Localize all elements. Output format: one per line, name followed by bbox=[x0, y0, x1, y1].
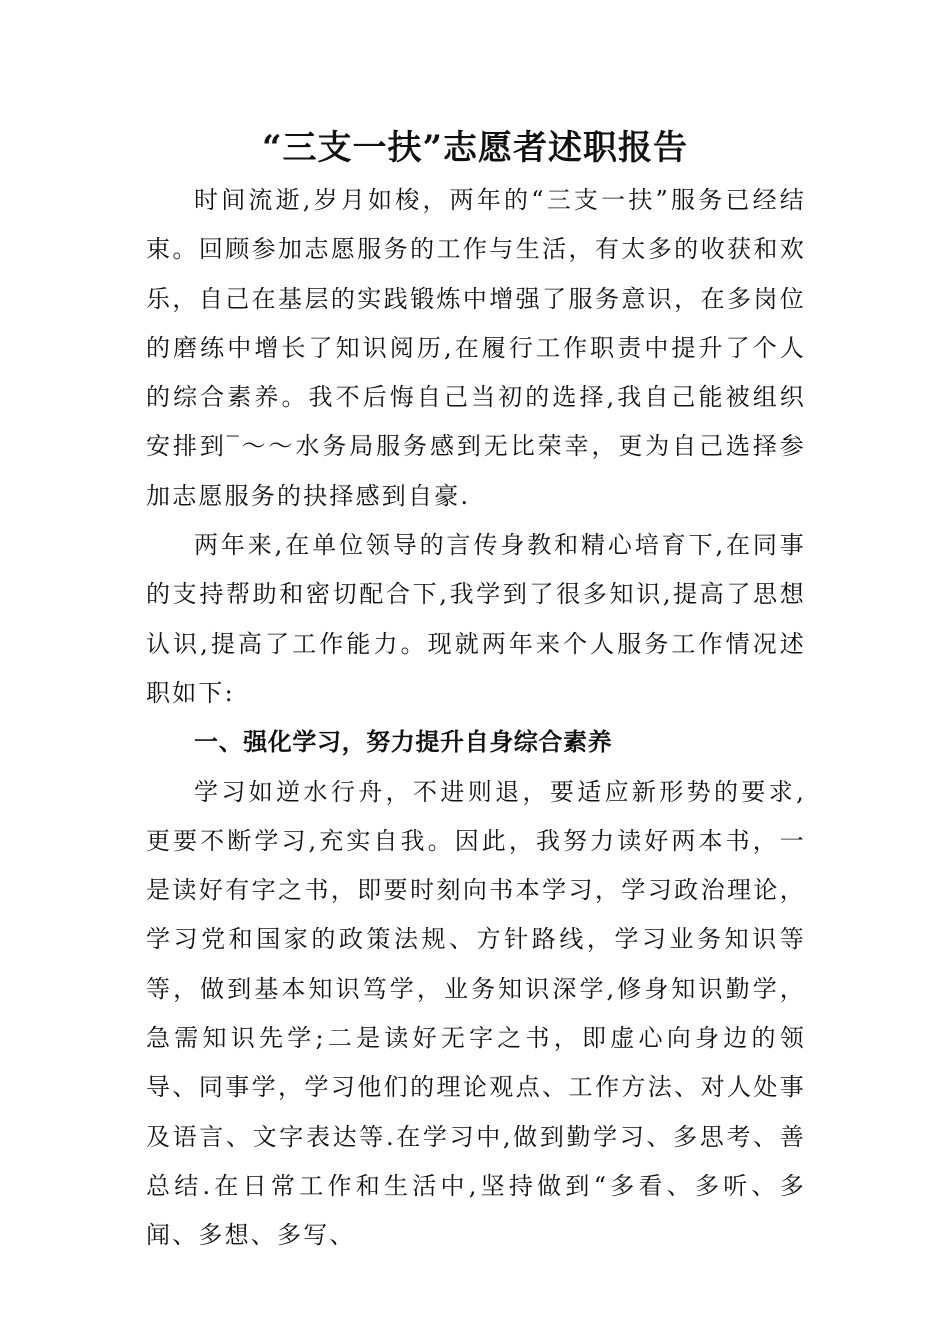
document-title: “三支一扶”志愿者述职报告 bbox=[261, 128, 689, 168]
overview-paragraph: 两年来,在单位领导的言传身教和精心培育下,在同事的支持帮助和密切配合下,我学到了很多知识,提高了思想认识,提高了工作能力。现就两年来个人服务工作情况述职如下: bbox=[146, 531, 806, 707]
intro-paragraph: 时间流逝,岁月如梭，两年的“三支一扶”服务已经结束。回顾参加志愿服务的工作与生活，有太多的收获和欢乐，自己在基层的实践锻炼中增强了服务意识，在多岗位的磨练中增长了知识阅历,在履行工作职责中提升了个人的综合素养。我不后悔自己当初的选择,我自己能被组织安排到‾～～水务局服务感到无比荣幸，更为自己选择参加志愿服务的抉择感到自豪. bbox=[146, 186, 806, 510]
section-heading: 一、强化学习，努力提升自身综合素养 bbox=[194, 728, 613, 757]
document-body bbox=[146, 176, 806, 1261]
section-paragraph: 学习如逆水行舟，不进则退，要适应新形势的要求,更要不断学习,充实自我。因此，我努力读好两本书，一是读好有字之书，即要时刻向书本学习，学习政治理论，学习党和国家的政策法规、方针路线，学习业务知识等等，做到基本知识笃学，业务知识深学,修身知识勤学，急需知识先学;二是读好无字之书，即虚心向身边的领导、同事学，学习他们的理论观点、工作方法、对人处事及语言、文字表达等.在学习中,做到勤学习、多思考、善总结.在日常工作和生活中,坚持做到“多看、多听、多闻、多想、多写、 bbox=[146, 777, 806, 1250]
